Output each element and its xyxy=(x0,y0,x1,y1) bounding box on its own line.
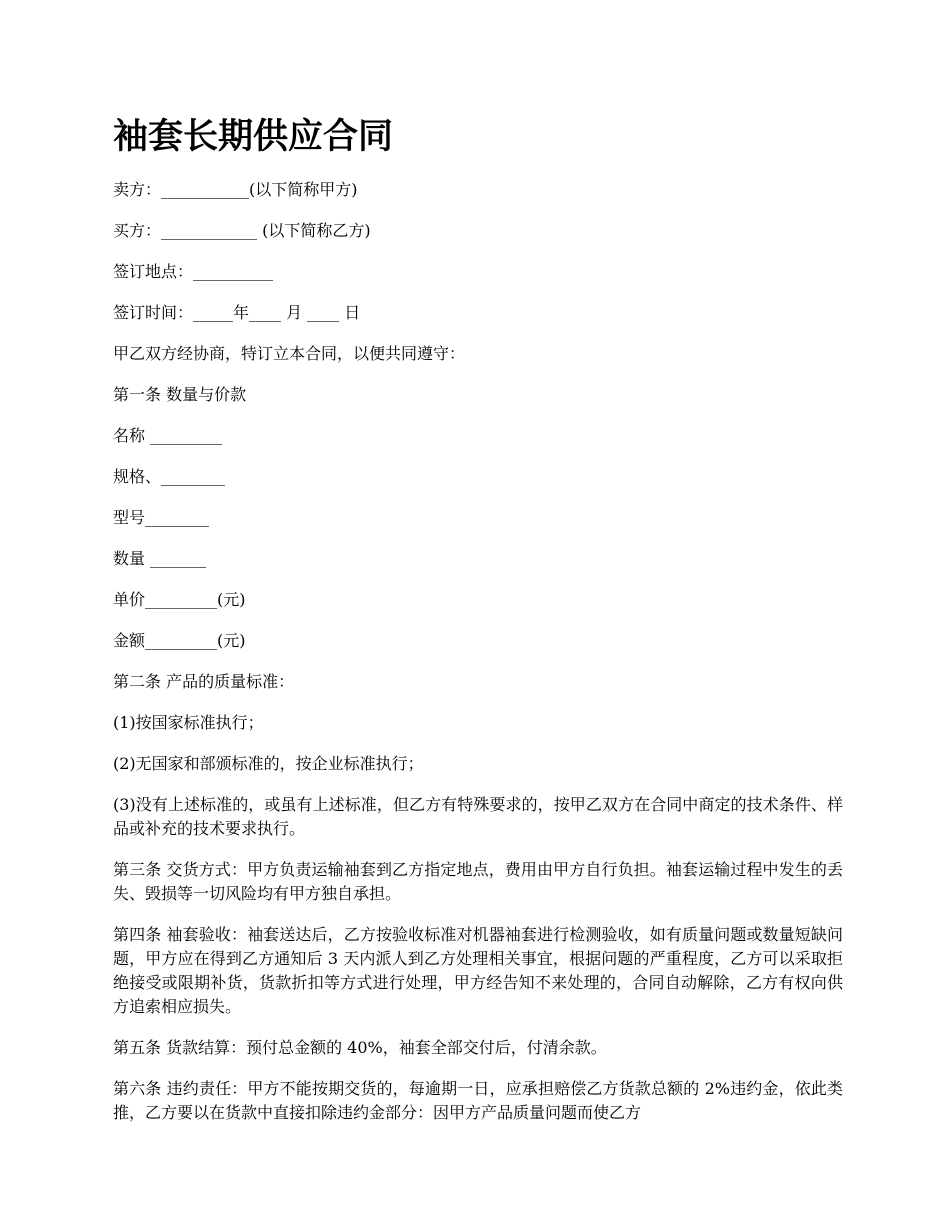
article-2-heading: 第二条 产品的质量标准： xyxy=(113,672,295,691)
signing-date-line: 签订时间：_____年____ 月 ____ 日 xyxy=(113,303,361,322)
seller-line: 卖方：___________(以下简称甲方) xyxy=(113,180,358,199)
article-2-item-3: (3)没有上述标准的，或虽有上述标准，但乙方有特殊要求的，按甲乙双方在合同中商定的技术条件、样品或补充的技术要求执行。 xyxy=(113,795,843,838)
signing-place-line: 签订地点：__________ xyxy=(113,262,274,281)
article-2-item-1: (1)按国家标准执行； xyxy=(113,713,264,732)
article-6: 第六条 违约责任：甲方不能按期交货的，每逾期一日，应承担赔偿乙方货款总额的 2%违约金，依此类推，乙方要以在货款中直接扣除违约金部分：因甲方产品质量问题而使乙方 xyxy=(113,1079,843,1122)
preamble: 甲乙双方经协商，特订立本合同，以便共同遵守： xyxy=(113,344,466,363)
field-unit-price: 单价_________(元) xyxy=(113,590,246,609)
article-2-item-2: (2)无国家和部颁标准的，按企业标准执行； xyxy=(113,754,424,773)
article-3: 第三条 交货方式：甲方负责运输袖套到乙方指定地点，费用由甲方自行负担。袖套运输过程中发生的丢失、毁损等一切风险均有甲方独自承担。 xyxy=(113,860,843,903)
field-name: 名称 _________ xyxy=(113,426,223,445)
article-5: 第五条 货款结算：预付总金额的 40%，袖套全部交付后，付清余款。 xyxy=(113,1038,607,1057)
field-amount: 金额_________(元) xyxy=(113,631,246,650)
document-title: 袖套长期供应合同 xyxy=(113,117,394,157)
buyer-line: 买方：____________ (以下简称乙方) xyxy=(113,221,371,240)
field-quantity: 数量 _______ xyxy=(113,549,207,568)
article-1-heading: 第一条 数量与价款 xyxy=(113,385,247,404)
article-4: 第四条 袖套验收：袖套送达后，乙方按验收标准对机器袖套进行检测验收，如有质量问题或数量短缺问题，甲方应在得到乙方通知后 3 天内派人到乙方处理相关事宜，根据问题的严重程度，乙方可以采取拒绝接受或限期补货，货款折扣等方式进行处理，甲方经告知不来处理的，合同自动解除，乙方有权向供方追索相应损失。 xyxy=(113,925,843,1016)
field-model: 型号________ xyxy=(113,508,210,527)
field-spec: 规格、________ xyxy=(113,467,226,486)
document-body xyxy=(113,178,843,1142)
